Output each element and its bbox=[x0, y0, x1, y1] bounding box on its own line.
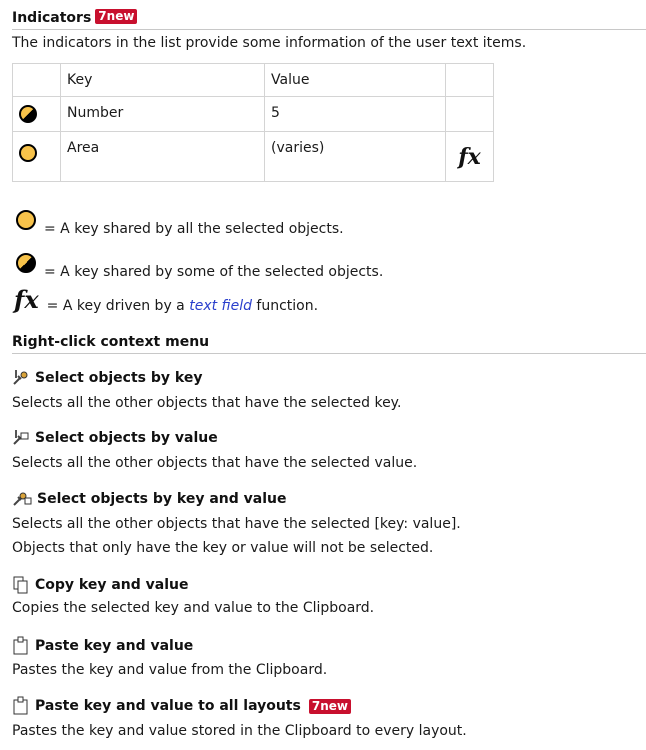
key-value-select-icon bbox=[12, 490, 32, 508]
cmd-description: Pastes the key and value from the Clipboard. bbox=[12, 662, 328, 678]
cmd-title-text: Copy key and value bbox=[35, 577, 189, 593]
cmd-select-by-key bbox=[12, 369, 202, 387]
table-row[interactable] bbox=[13, 97, 494, 132]
table-cell bbox=[13, 132, 61, 182]
paste-icon bbox=[12, 636, 30, 656]
row-value: (varies) bbox=[265, 132, 446, 182]
table-row[interactable] bbox=[13, 132, 494, 182]
key-select-icon bbox=[12, 369, 30, 387]
fx-icon: fx bbox=[14, 284, 39, 314]
legend-text: = A key shared by all the selected objects. bbox=[44, 221, 344, 237]
fx-icon: fx bbox=[458, 143, 481, 170]
new-badge: 7new bbox=[95, 9, 137, 24]
context-menu-heading: Right-click context menu bbox=[12, 334, 646, 354]
indicators-title: Indicators bbox=[12, 10, 92, 26]
legend-text: = A key driven by a text field function. bbox=[46, 298, 319, 314]
cmd-title-text: Paste key and value to all layouts bbox=[35, 698, 301, 714]
row-value: 5 bbox=[265, 97, 446, 132]
table-cell bbox=[446, 64, 494, 97]
cmd-title-text: Paste key and value bbox=[35, 638, 194, 654]
indicators-table bbox=[12, 63, 494, 182]
partial-circle-icon bbox=[19, 105, 37, 123]
legend-item bbox=[16, 203, 344, 237]
row-key: Area bbox=[61, 132, 265, 182]
cmd-select-by-key-and-value bbox=[12, 490, 286, 508]
table-header-value: Value bbox=[265, 64, 446, 97]
cmd-title-text: Select objects by key bbox=[35, 370, 203, 386]
indicators-heading bbox=[12, 9, 646, 30]
cmd-description: Pastes the key and value stored in the Clipboard to every layout. bbox=[12, 723, 467, 739]
copy-icon bbox=[12, 575, 30, 595]
row-key: Number bbox=[61, 97, 265, 132]
cmd-paste-key-and-value bbox=[12, 636, 193, 656]
cmd-select-by-value bbox=[12, 429, 218, 447]
cmd-copy-key-and-value bbox=[12, 575, 189, 595]
cmd-description: Selects all the other objects that have the selected value. bbox=[12, 455, 418, 471]
table-cell bbox=[446, 132, 494, 182]
table-cell bbox=[446, 97, 494, 132]
legend-item bbox=[14, 284, 318, 314]
paste-icon bbox=[12, 696, 30, 716]
full-circle-icon bbox=[16, 210, 36, 230]
cmd-title-text: Select objects by key and value bbox=[37, 491, 287, 507]
new-badge: 7new bbox=[309, 699, 351, 714]
text-field-link[interactable]: text field bbox=[189, 298, 252, 314]
cmd-description: Copies the selected key and value to the Clipboard. bbox=[12, 600, 375, 616]
indicators-intro: The indicators in the list provide some information of the user text items. bbox=[12, 35, 527, 51]
legend-text: = A key shared by some of the selected objects. bbox=[44, 264, 384, 280]
partial-circle-icon bbox=[16, 253, 36, 273]
value-select-icon bbox=[12, 429, 30, 447]
table-cell bbox=[13, 97, 61, 132]
cmd-paste-key-and-value-all-layouts bbox=[12, 696, 351, 716]
legend-item bbox=[16, 246, 383, 280]
table-header-row bbox=[13, 64, 494, 97]
cmd-description: Selects all the other objects that have the selected key. bbox=[12, 395, 402, 411]
table-header-key: Key bbox=[61, 64, 265, 97]
cmd-title-text: Select objects by value bbox=[35, 430, 218, 446]
full-circle-icon bbox=[19, 144, 37, 162]
cmd-description: Objects that only have the key or value will not be selected. bbox=[12, 540, 434, 556]
table-cell bbox=[13, 64, 61, 97]
cmd-description: Selects all the other objects that have the selected [key: value]. bbox=[12, 516, 461, 532]
